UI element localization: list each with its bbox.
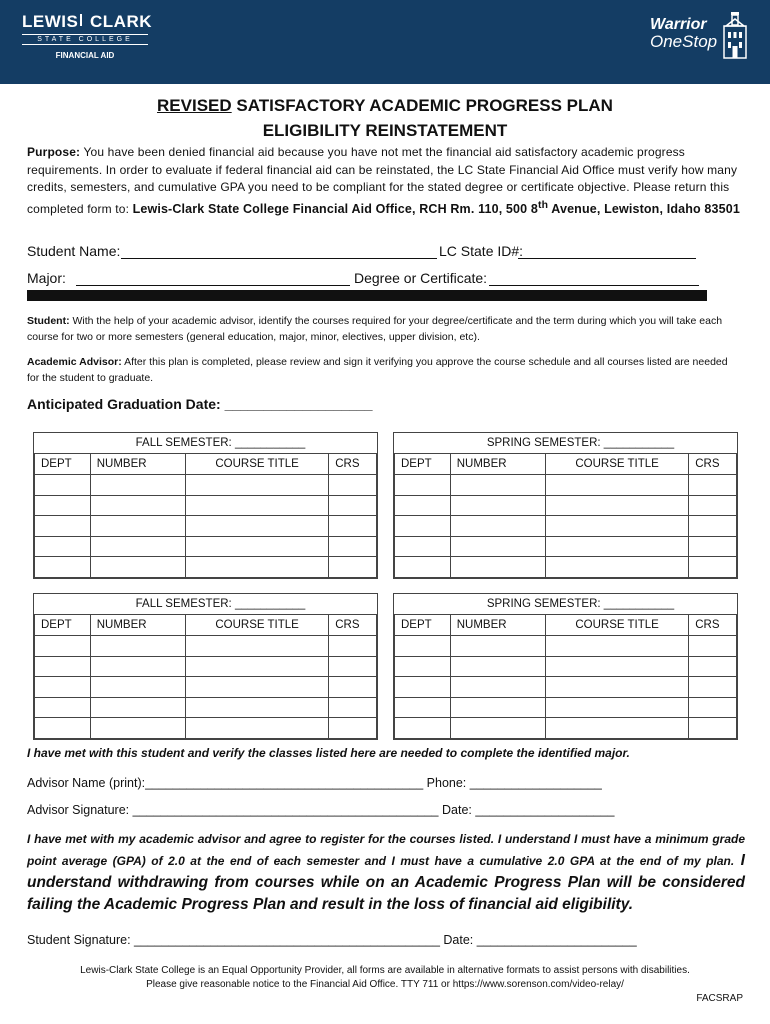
advisor-signature-field[interactable]: ____________________________________________ — [132, 803, 439, 817]
col-course-title: COURSE TITLE — [546, 454, 689, 475]
advisor-instructions — [27, 354, 739, 386]
lcsc-logo — [22, 12, 152, 60]
table-row[interactable] — [395, 475, 737, 496]
col-dept: DEPT — [35, 454, 91, 475]
return-address — [132, 199, 740, 216]
purpose-label: Purpose: — [27, 145, 81, 159]
major-label: Major: — [27, 270, 66, 286]
fall-semester-header-1 — [34, 433, 377, 453]
table-row[interactable] — [395, 536, 737, 557]
student-agreement-a: I have met with my academic advisor and agree to register for the courses listed. I understand I must have a minimum grade point average (GPA) of 2.0 at the end of each semester and I must have a cumulative 2.0 GPA at the end of my plan. — [27, 832, 745, 868]
table-header-row — [395, 454, 737, 475]
student-instr-text: With the help of your academic advisor, identify the courses required for your degree/certificate and the term during which you will take each course for two or more semesters (general education, major, minor, electives, upper division, etc). — [27, 315, 723, 343]
advisor-date-field[interactable]: ____________________ — [475, 803, 615, 817]
table-row[interactable] — [35, 475, 377, 496]
anticipated-graduation — [27, 396, 373, 412]
address-part-a: Lewis-Clark State College Financial Aid Office, RCH Rm. 110, 500 8 — [132, 201, 538, 216]
form-code: FACSRAP — [696, 993, 743, 1004]
table-row[interactable] — [35, 636, 377, 657]
header-banner — [0, 0, 770, 84]
table-row[interactable] — [35, 718, 377, 739]
fall-label: FALL SEMESTER: — [135, 598, 232, 610]
purpose-paragraph — [27, 144, 745, 218]
student-agreement — [27, 829, 745, 916]
spring-semester-box-1 — [393, 432, 738, 579]
advisor-date-label: Date: — [442, 803, 472, 817]
purpose-text: You have been denied financial aid because you have not met the financial aid satisfactory academic progress requirements. In order to evaluate if federal financial aid can be reinstated, the LC State Financial Aid Office must verify how many credits, semesters, and cumulative GPA you need to be compliant for the stated degree or certificate objective. Please return this completed form to: — [27, 145, 738, 216]
advisor-instr-text: After this plan is completed, please review and sign it verifying you approve the course schedule and all courses listed are needed for the student to graduate. — [27, 356, 728, 384]
spring-label: SPRING SEMESTER: — [486, 598, 601, 610]
col-dept: DEPT — [395, 454, 451, 475]
logo-onestop: OneStop — [650, 32, 718, 51]
student-instructions — [27, 313, 739, 345]
advisor-signature-label: Advisor Signature: — [27, 803, 130, 817]
advisor-phone-field[interactable]: ___________________ — [469, 776, 602, 790]
student-agreement-b: I understand withdrawing from courses while on an Academic Progress Plan will be considered failing the Academic Progress Plan and result in the loss of financial aid eligibility. — [27, 852, 745, 913]
degree-field[interactable] — [489, 285, 699, 286]
logo-word-clark: CLARK — [90, 12, 152, 31]
warrior-onestop-logo — [650, 16, 755, 66]
footer-line-1: Lewis-Clark State College is an Equal Opportunity Provider, all forms are available in alternative formats to assist persons with disabilities. — [80, 965, 690, 976]
student-signature-label: Student Signature: — [27, 933, 131, 947]
table-row[interactable] — [395, 697, 737, 718]
form-subtitle: ELIGIBILITY REINSTATEMENT — [262, 121, 508, 140]
spring-semester-box-2 — [393, 593, 738, 740]
col-number: NUMBER — [90, 454, 185, 475]
table-row[interactable] — [395, 656, 737, 677]
table-row[interactable] — [35, 677, 377, 698]
advisor-name-row — [27, 776, 602, 790]
col-number: NUMBER — [450, 615, 545, 636]
form-title — [0, 96, 770, 116]
table-row[interactable] — [395, 516, 737, 537]
student-signature-field[interactable]: ____________________________________________ — [134, 933, 440, 947]
col-crs: CRS — [689, 615, 737, 636]
grad-label: Anticipated Graduation Date: — [27, 396, 221, 412]
fall-term-field-1[interactable]: ___________ — [234, 437, 306, 449]
col-dept: DEPT — [35, 615, 91, 636]
address-part-b: Avenue, Lewiston, Idaho 83501 — [548, 201, 740, 216]
flag-icon — [80, 14, 88, 26]
table-row[interactable] — [395, 677, 737, 698]
spring-term-field-1[interactable]: ___________ — [603, 437, 675, 449]
footer-line-2: Please give reasonable notice to the Financial Aid Office. TTY 711 or https://www.sorenson.com/video-relay/ — [146, 979, 624, 990]
degree-label: Degree or Certificate: — [354, 270, 488, 286]
student-name-field[interactable] — [121, 258, 437, 259]
address-sup: th — [537, 199, 549, 211]
student-date-label: Date: — [443, 933, 474, 947]
advisor-signature-row — [27, 803, 614, 817]
col-number: NUMBER — [90, 615, 185, 636]
title-revised: REVISED — [157, 96, 232, 115]
advisor-name-label: Advisor Name (print): — [27, 776, 146, 790]
building-icon — [720, 12, 750, 60]
course-table — [394, 614, 737, 739]
col-crs: CRS — [689, 454, 737, 475]
lc-id-field[interactable] — [518, 258, 696, 259]
table-row[interactable] — [395, 718, 737, 739]
advisor-instr-label: Academic Advisor: — [27, 356, 122, 368]
logo-warrior: Warrior — [650, 16, 707, 33]
col-crs: CRS — [329, 454, 377, 475]
table-row[interactable] — [395, 495, 737, 516]
spring-term-field-2[interactable]: ___________ — [603, 598, 675, 610]
advisor-phone-label: Phone: — [426, 776, 467, 790]
title-rest: SATISFACTORY ACADEMIC PROGRESS PLAN — [231, 96, 613, 115]
col-course-title: COURSE TITLE — [546, 615, 689, 636]
table-header-row — [395, 615, 737, 636]
table-row[interactable] — [35, 656, 377, 677]
course-table — [394, 453, 737, 578]
student-name-label: Student Name: — [27, 243, 121, 259]
col-course-title: COURSE TITLE — [186, 454, 329, 475]
spring-semester-header-2 — [394, 594, 737, 614]
logo-state-college: STATE COLLEGE — [22, 34, 148, 45]
advisor-name-field[interactable]: ________________________________________ — [145, 776, 424, 790]
fall-term-field-2[interactable]: ___________ — [234, 598, 306, 610]
fall-semester-header-2 — [34, 594, 377, 614]
lc-id-label: LC State ID#: — [439, 243, 524, 259]
col-crs: CRS — [329, 615, 377, 636]
logo-word-lewis: LEWIS — [22, 12, 79, 31]
spring-label: SPRING SEMESTER: — [486, 437, 601, 449]
table-row[interactable] — [395, 636, 737, 657]
table-row[interactable] — [35, 516, 377, 537]
course-table — [34, 453, 377, 578]
fall-semester-box-2 — [33, 593, 378, 740]
logo-financial-aid: FINANCIAL AID — [55, 51, 115, 60]
fall-semester-box-1 — [33, 432, 378, 579]
course-table — [34, 614, 377, 739]
table-header-row — [35, 454, 377, 475]
table-row[interactable] — [35, 557, 377, 578]
student-instr-label: Student: — [27, 315, 70, 327]
col-number: NUMBER — [450, 454, 545, 475]
grad-date-field[interactable]: ___________________ — [224, 396, 373, 412]
section-divider — [27, 290, 707, 301]
major-field[interactable] — [76, 285, 350, 286]
col-course-title: COURSE TITLE — [186, 615, 329, 636]
table-row[interactable] — [395, 557, 737, 578]
advisor-statement: I have met with this student and verify the classes listed here are needed to complete the identified major. — [27, 746, 630, 760]
table-row[interactable] — [35, 536, 377, 557]
spring-semester-header-1 — [394, 433, 737, 453]
table-row[interactable] — [35, 495, 377, 516]
student-date-field[interactable]: _______________________ — [476, 933, 637, 947]
table-header-row — [35, 615, 377, 636]
student-signature-row — [27, 933, 637, 947]
table-row[interactable] — [35, 697, 377, 718]
fall-label: FALL SEMESTER: — [135, 437, 232, 449]
col-dept: DEPT — [395, 615, 451, 636]
